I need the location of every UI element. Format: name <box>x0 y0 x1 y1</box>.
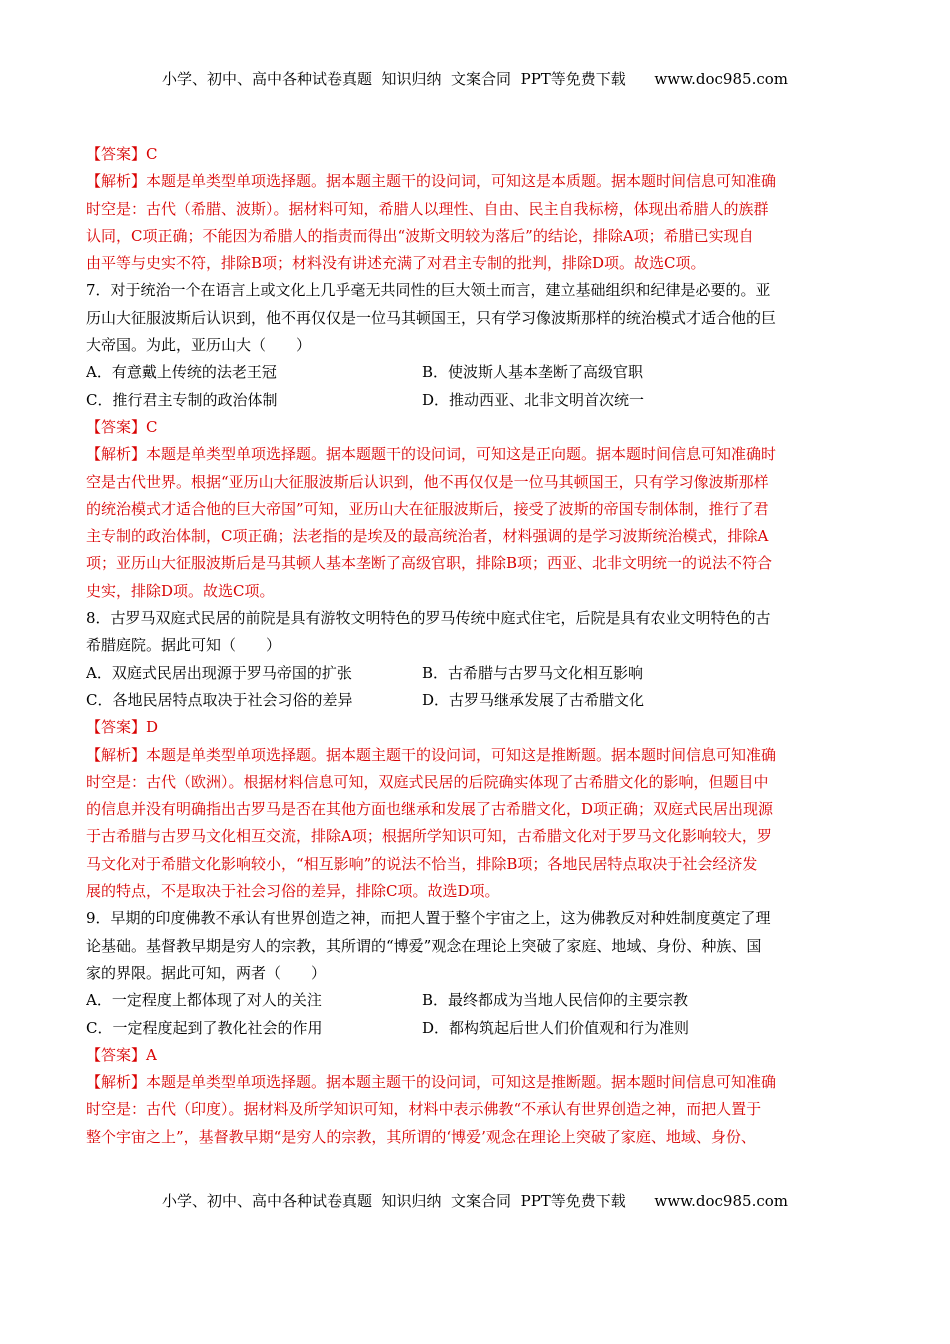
q9-option-b: B．最终都成为当地人民信仰的主要宗教 <box>422 991 689 1010</box>
q8-analysis-line: 时空是：古代（欧洲）。根据材料信息可知，双庭式民居的后院确实体现了古希腊文化的影响，但题目中 <box>86 772 769 791</box>
q7-option-b: B．使波斯人基本垄断了高级官职 <box>422 363 644 382</box>
q7-analysis-line: 的统治模式才适合他的巨大帝国”可知，亚历山大在征服波斯后，接受了波斯的帝国专制体制，推行了君 <box>86 499 769 518</box>
q7-analysis-line: 史实，排除D项。故选C项。 <box>86 581 275 600</box>
q6-analysis-line: 时空是：古代（希腊、波斯）。据材料可知，希腊人以理性、自由、民主自我标榜，体现出希腊人的族群 <box>86 199 769 218</box>
q7-stem-line: 历山大征服波斯后认识到，他不再仅仅是一位马其顿国王，只有学习像波斯那样的统治模式才适合他的巨 <box>86 308 777 327</box>
q7-answer: 【答案】C <box>86 417 158 436</box>
q9-analysis-line: 时空是：古代（印度）。据材料及所学知识可知，材料中表示佛教“不承认有世界创造之神，而把人置于 <box>86 1100 762 1119</box>
q9-analysis-line: 整个宇宙之上”，基督教早期“是穷人的宗教，其所谓的‘博爱’观念在理论上突破了家庭、地域、身份、 <box>86 1127 756 1146</box>
q9-options-row <box>86 1015 862 1042</box>
q9-answer: 【答案】A <box>86 1045 157 1064</box>
q9-stem-line: 论基础。基督教早期是穷人的宗教，其所谓的“博爱”观念在理论上突破了家庭、地域、身份、种族、国 <box>86 936 762 955</box>
q7-option-d: D．推动西亚、北非文明首次统一 <box>422 390 645 409</box>
q8-analysis-line: 展的特点，不是取决于社会习俗的差异，排除C项。故选D项。 <box>86 882 500 901</box>
q9-option-c: C．一定程度起到了教化社会的作用 <box>86 1018 323 1037</box>
q7-analysis-line: 项；亚历山大征服波斯后是马其顿人基本垄断了高级官职，排除B项；西亚、北非文明统一的说法不符合 <box>86 554 773 573</box>
q9-option-d: D．都构筑起后世人们价值观和行为准则 <box>422 1018 690 1037</box>
q6-analysis-line: 认同，C项正确；不能因为希腊人的指责而得出“波斯文明较为落后”的结论，排除A项；希腊已实现自 <box>86 226 754 245</box>
q6-answer: 【答案】C <box>86 145 158 163</box>
q8-options-row <box>86 660 862 687</box>
q9-stem-line: 9．早期的印度佛教不承认有世界创造之神，而把人置于整个宇宙之上，这为佛教反对种姓制度奠定了理 <box>86 909 771 928</box>
q9-option-a: A．一定程度上都体现了对人的关注 <box>86 991 322 1010</box>
q6-analysis-line: 由平等与史实不符，排除B项；材料没有讲述充满了对君主专制的批判，排除D项。故选C项。 <box>86 254 706 273</box>
q7-analysis-line: 主专制的政治体制，C项正确；法老指的是埃及的最高统治者，材料强调的是学习波斯统治模式，排除A <box>86 527 769 546</box>
q7-analysis-line: 空是古代世界。根据“亚历山大征服波斯后认识到，他不再仅仅是一位马其顿国王，只有学习像波斯那样 <box>86 472 769 491</box>
q7-stem-line: 大帝国。为此，亚历山大（ ） <box>86 336 312 355</box>
q7-option-c: C．推行君主专制的政治体制 <box>86 390 278 409</box>
q8-analysis-line: 【解析】本题是单类型单项选择题。据本题主题干的设问词，可知这是推断题。据本题时间信息可知准确 <box>86 745 777 764</box>
q7-options-row <box>86 387 862 414</box>
q8-answer: 【答案】D <box>86 718 159 737</box>
q9-stem-line: 家的界限。据此可知，两者（ ） <box>86 963 327 982</box>
document-body <box>86 141 862 1151</box>
q8-options-row <box>86 687 862 714</box>
q8-option-a: A．双庭式民居出现源于罗马帝国的扩张 <box>86 663 352 682</box>
q8-option-b: B．古希腊与古罗马文化相互影响 <box>422 663 644 682</box>
q8-analysis-line: 的信息并没有明确指出古罗马是否在其他方面也继承和发展了古希腊文化，D项正确；双庭式民居出现源 <box>86 800 774 819</box>
q7-analysis-line: 【解析】本题是单类型单项选择题。据本题题干的设问词，可知这是正向题。据本题时间信息可知准确时 <box>86 445 777 464</box>
q8-stem-line: 8．古罗马双庭式民居的前院是具有游牧文明特色的罗马传统中庭式住宅，后院是具有农业文明特色的古 <box>86 609 771 628</box>
page-footer: 小学、初中、高中各种试卷真题 知识归纳 文案合同 PPT等免费下载 www.doc985.com <box>161 1192 788 1210</box>
q7-option-a: A．有意戴上传统的法老王冠 <box>86 363 277 382</box>
q8-analysis-line: 于古希腊与古罗马文化相互交流，排除A项；根据所学知识可知，古希腊文化对于罗马文化影响较大，罗 <box>86 827 772 846</box>
q7-options-row <box>86 359 862 386</box>
page-header: 小学、初中、高中各种试卷真题 知识归纳 文案合同 PPT等免费下载 www.doc985.com <box>161 70 788 88</box>
q9-analysis-line: 【解析】本题是单类型单项选择题。据本题主题干的设问词，可知这是推断题。据本题时间信息可知准确 <box>86 1073 777 1092</box>
q8-option-d: D．古罗马继承发展了古希腊文化 <box>422 690 645 709</box>
q7-stem-line: 7．对于统治一个在语言上或文化上几乎毫无共同性的巨大领土而言，建立基础组织和纪律是必要的。亚 <box>86 281 771 300</box>
q6-analysis-line: 【解析】本题是单类型单项选择题。据本题主题干的设问词，可知这是本质题。据本题时间信息可知准确 <box>86 172 777 191</box>
q8-option-c: C．各地民居特点取决于社会习俗的差异 <box>86 690 353 709</box>
q9-options-row <box>86 987 862 1014</box>
q8-stem-line: 希腊庭院。据此可知（ ） <box>86 636 282 655</box>
q8-analysis-line: 马文化对于希腊文化影响较小，“相互影响”的说法不恰当，排除B项；各地民居特点取决于社会经济发 <box>86 854 758 873</box>
